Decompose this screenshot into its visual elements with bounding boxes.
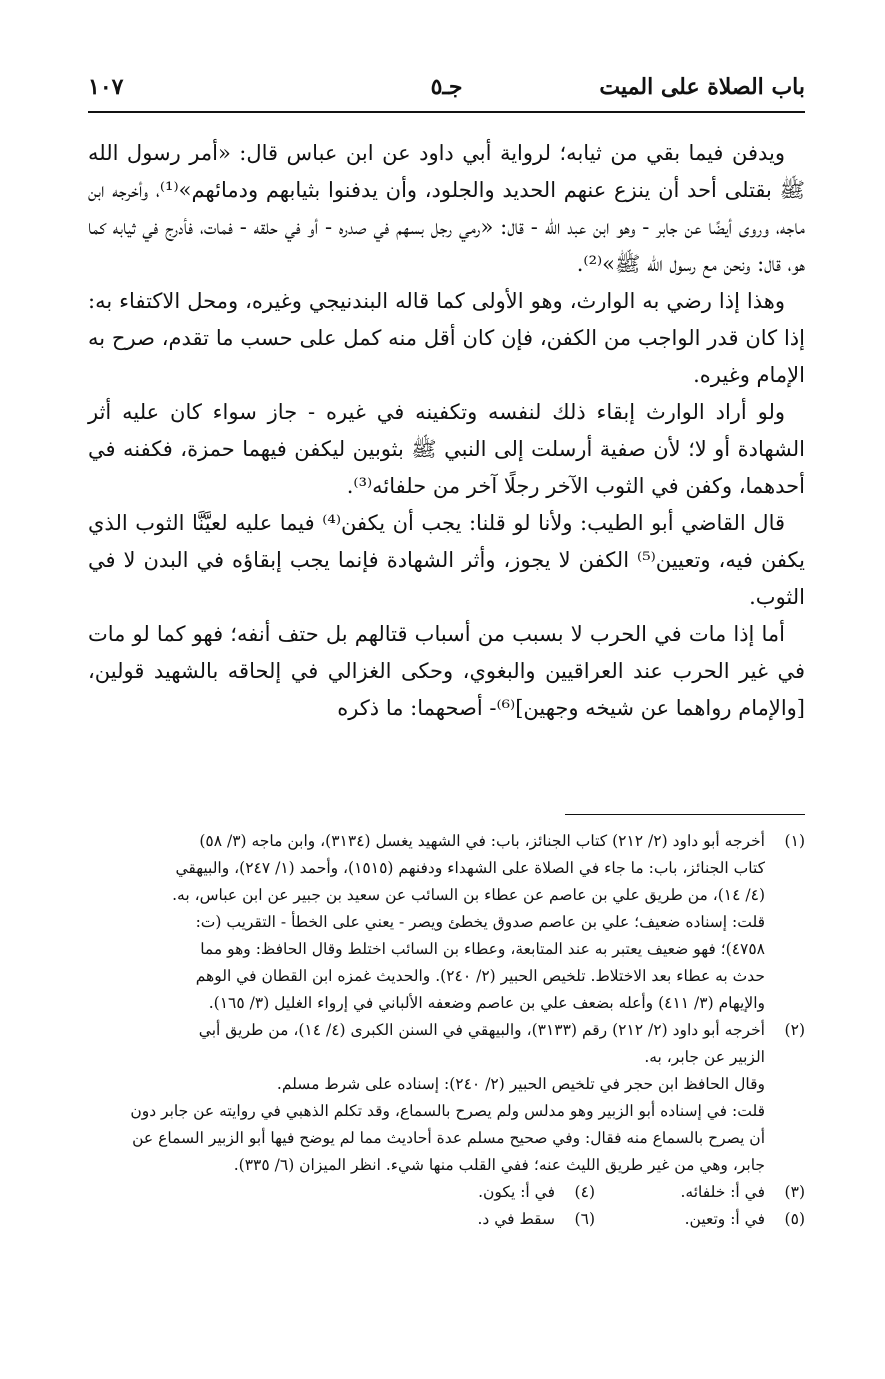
volume-label: جـ٥: [430, 74, 463, 100]
main-text: [88, 135, 805, 727]
footnote-row-3-4: [88, 1179, 805, 1206]
footnote-line: الزبير عن جابر، به.: [644, 1048, 765, 1066]
footnote-line: أن يصرح بالسماع منه فقال: وفي صحيح مسلم عدة أحاديث مما لم يوضح فيها أبو الزبير السماع عن: [132, 1129, 765, 1147]
footnote-text: سقط في د.: [477, 1210, 555, 1228]
footnote-text: في أ: يكون.: [478, 1183, 555, 1201]
page-number: ١٠٧: [88, 74, 124, 100]
footnote-4: [385, 1179, 595, 1206]
footnote-line: أخرجه أبو داود (٢/ ٢١٢) كتاب الجنائز، باب: في الشهيد يغسل (٣١٣٤)، وابن ماجه (٣/ ٥٨): [199, 832, 765, 850]
footnote-line: (٤/ ١٤)، من طريق علي بن عاصم عن عطاء بن السائب عن سعيد بن جبير عن ابن عباس، به.: [172, 886, 765, 904]
footnote-body: [88, 1017, 765, 1179]
footnote-number: (٢): [784, 1021, 805, 1039]
footnote-line: كتاب الجنائز، باب: ما جاء في الصلاة على الشهداء ودفنهم (١٥١٥)، وأحمد (١/ ٢٤٧)، والبيهقي: [175, 859, 765, 877]
footnote-line: والإيهام (٣/ ٤١١) وأعله بضعف علي بن عاصم وضعفه الألباني في إرواء الغليل (٣/ ١٦٥).: [208, 994, 765, 1012]
paragraph-5: أما إذا مات في الحرب لا بسبب من أسباب قتالهم بل حتف أنفه؛ فهو كما لو مات في غير الحرب عند العراقيين والبغوي، وحكى الغزالي في إلحاقه بالشهيد قولين، [والإمام رواهما عن شيخه وجهين]⁽⁶⁾- أصحهما: ما ذكره: [88, 622, 805, 720]
footnote-row-5-6: [88, 1206, 805, 1233]
paragraph-1: ويدفن فيما بقي من ثيابه؛ لرواية أبي داود عن ابن عباس قال: «أمر رسول الله ﷺ بقتلى أحد أن ينزع عنهم الحديد والجلود، وأن يدفنوا بثيابهم ودمائهم»⁽¹⁾، وأخرجه ابن ماجه، وروى أيضًا عن جابر - وهو ابن عبد الله - قال: «رمي رجل بسهم في صدره - أو في حلقه - فمات، فأدرج في ثيابه كما هو، قال: ونحن مع رسول الله ﷺ»⁽²⁾.: [88, 141, 805, 276]
footnote-number: (٤): [574, 1183, 595, 1201]
footnote-6: [385, 1206, 595, 1233]
footnote-line: جابر، وهي من غير طريق الليث عنه؛ ففي القلب منها شيء. انظر الميزان (٦/ ٣٣٥).: [233, 1156, 765, 1174]
footnote-line: وقال الحافظ ابن حجر في تلخيص الحبير (٢/ ٢٤٠): إسناده على شرط مسلم.: [276, 1075, 765, 1093]
chapter-title: باب الصلاة على الميت: [599, 74, 805, 100]
running-header: [88, 70, 805, 106]
paragraph-4: قال القاضي أبو الطيب: ولأنا لو قلنا: يجب أن يكفن⁽⁴⁾ فيما عليه لعيَّنَّا الثوب الذي يكفن فيه، وتعيين⁽⁵⁾ الكفن لا يجوز، وأثر الشهادة فإنما يجب إبقاؤه في البدن لا في الثوب.: [88, 511, 806, 609]
footnote-text: في أ: خلفائه.: [680, 1183, 765, 1201]
footnote-2: [88, 1017, 805, 1179]
footnote-number: (٦): [574, 1210, 595, 1228]
footnotes: [88, 828, 805, 1233]
footnote-line: قلت: في إسناده أبو الزبير وهو مدلس ولم يصرح بالسماع، وقد تكلم الذهبي في روايته عن جابر دون: [130, 1102, 765, 1120]
footnote-line: قلت: إسناده ضعيف؛ علي بن عاصم صدوق يخطئ ويصر - يعني على الخطأ - التقريب (ت:: [195, 913, 765, 931]
footnote-line: أخرجه أبو داود (٢/ ٢١٢) رقم (٣١٣٣)، والبيهقي في السنن الكبرى (٤/ ١٤)، من طريق أبي: [198, 1021, 765, 1039]
footnote-3: [595, 1179, 805, 1206]
footnote-divider: [565, 814, 805, 815]
paragraph-3: ولو أراد الوارث إبقاء ذلك لنفسه وتكفينه في غيره - جاز سواء كان عليه أثر الشهادة أو لا؛ لأن صفية أرسلت إلى النبي ﷺ بثوبين ليكفن فيهما حمزة، فكفنه في أحدهما، وكفن في الثوب الآخر رجلًا آخر من حلفائه⁽³⁾.: [88, 400, 805, 498]
header-divider: [88, 111, 805, 113]
footnote-line: ٤٧٥٨)؛ فهو ضعيف يعتبر به عند المتابعة، وعطاء بن السائب اختلط وقال الحافظ: وهو مما: [200, 940, 765, 958]
paragraph-2: وهذا إذا رضي به الوارث، وهو الأولى كما قاله البندنيجي وغيره، ومحل الاكتفاء به: إذا كان قدر الواجب من الكفن، فإن كان أقل منه كمل على حسب ما تقدم، صرح به الإمام وغيره.: [88, 289, 805, 387]
footnote-number: (١): [784, 832, 805, 850]
footnote-1: [88, 828, 805, 1017]
footnote-5: [595, 1206, 805, 1233]
footnote-line: حدث به عطاء بعد الاختلاط. تلخيص الحبير (٢/ ٢٤٠). والحديث غمزه ابن القطان في الوهم: [195, 967, 765, 985]
footnote-body: [88, 828, 765, 1017]
footnote-number: (٥): [784, 1210, 805, 1228]
footnote-number: (٣): [784, 1183, 805, 1201]
footnote-text: في أ: وتعين.: [684, 1210, 765, 1228]
